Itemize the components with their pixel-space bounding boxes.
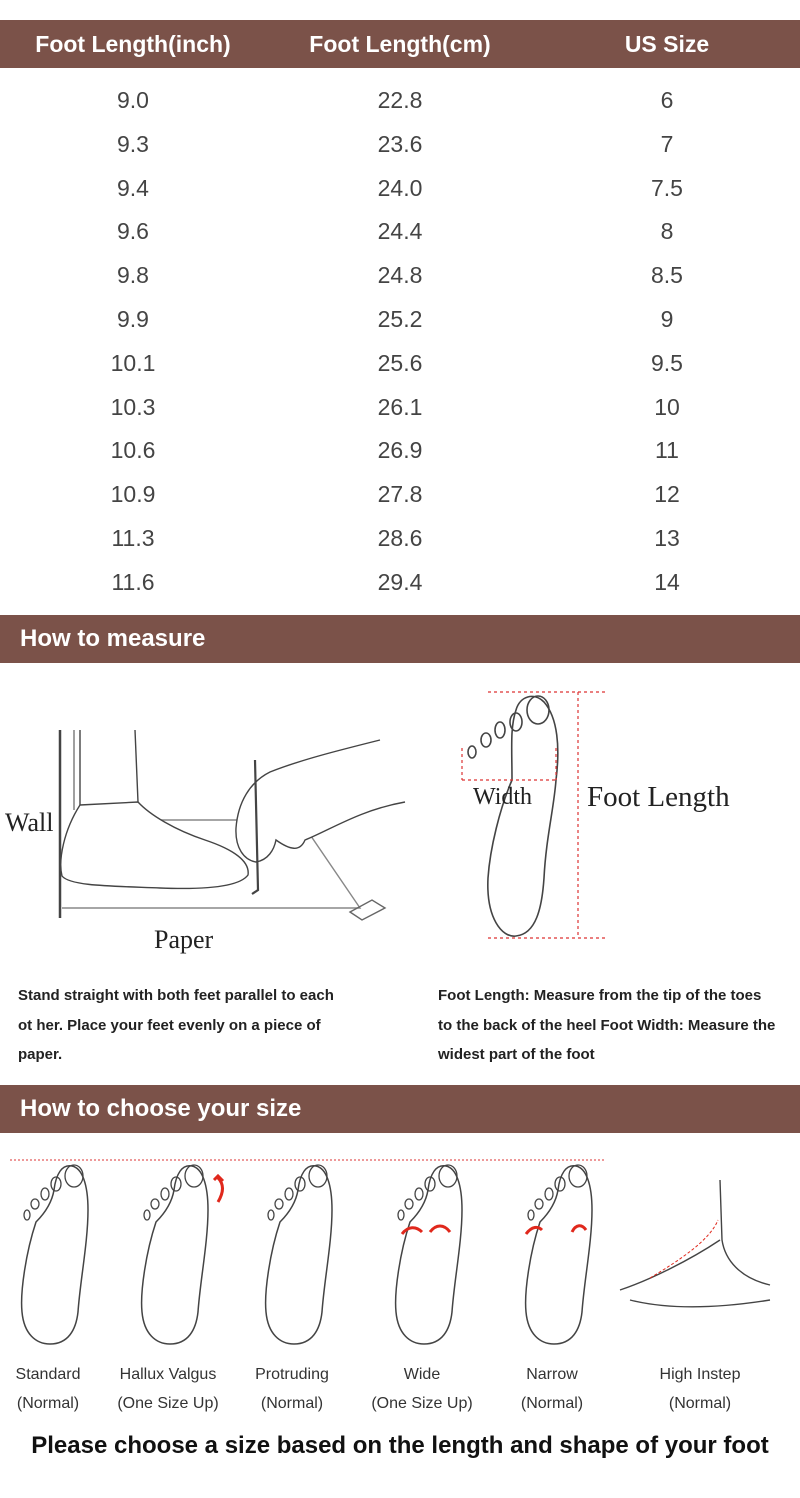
foot-length-inch-cell: 9.8 (117, 262, 149, 289)
measure-illustration (0, 690, 430, 950)
table-row (0, 429, 800, 473)
foot-length-cm-cell: 26.9 (377, 437, 423, 464)
us-size-cell: 14 (654, 568, 680, 595)
us-size-cell: 9.5 (651, 349, 683, 376)
foot-length-cm-cell: 25.6 (377, 349, 423, 376)
foot-shape-name: Standard (15, 1366, 81, 1383)
foot-shape-high-instep-icon (610, 1160, 790, 1350)
foot-shape-name: Narrow (526, 1366, 578, 1383)
foot-length-label: Foot Length (587, 781, 730, 813)
us-size-cell: 8 (660, 218, 674, 245)
foot-shape-label (630, 1360, 770, 1418)
foot-shape-name: Protruding (255, 1366, 329, 1383)
foot-length-cm-cell: 25.2 (377, 305, 423, 332)
foot-length-inch-cell: 9.6 (117, 218, 149, 245)
foot-length-cm-cell: 23.6 (377, 130, 423, 157)
foot-length-cm-cell: 24.8 (377, 262, 423, 289)
us-size-cell: 11 (655, 437, 679, 464)
us-size-cell: 7.5 (651, 174, 683, 201)
table-row (0, 298, 800, 342)
us-size-cell: 8.5 (651, 262, 683, 289)
size-table-body (0, 79, 800, 605)
table-row (0, 210, 800, 254)
us-size-cell: 13 (654, 524, 680, 551)
how-to-choose-heading: How to choose your size (0, 1085, 800, 1133)
foot-length-cm-cell: 22.8 (377, 87, 423, 113)
foot-shape-label (482, 1360, 622, 1418)
foot-length-inch-cell: 9.3 (117, 130, 149, 157)
table-row (0, 123, 800, 167)
foot-length-inch-cell: 10.3 (110, 393, 156, 420)
paper-label: Paper (154, 925, 214, 954)
foot-length-inch-cell: 10.1 (110, 349, 156, 376)
foot-shape-name: High Instep (659, 1366, 741, 1383)
foot-length-inch-cell: 9.4 (117, 174, 149, 201)
table-row (0, 167, 800, 211)
foot-length-cm-cell: 29.4 (377, 568, 423, 595)
size-advice-footer: Please choose a size based on the length and shape of your foot (31, 1432, 769, 1459)
wall-label: Wall (5, 808, 54, 837)
table-row (0, 79, 800, 123)
foot-length-inch-cell: 11.3 (111, 524, 155, 551)
measure-note-standing: Stand straight with both feet parallel to each ot her. Place your feet evenly on a piece of paper. (18, 987, 334, 1063)
foot-shape-wide-icon (372, 1160, 492, 1350)
us-size-cell: 10 (654, 393, 680, 420)
foot-outline-diagram (450, 688, 620, 946)
how-to-measure-heading: How to measure (0, 615, 800, 663)
header-foot-length-cm: Foot Length(cm) (309, 31, 491, 57)
table-row (0, 473, 800, 517)
us-size-cell: 12 (654, 481, 680, 508)
foot-length-cm-cell: 26.1 (377, 393, 423, 420)
foot-shape-label (222, 1360, 362, 1418)
table-row (0, 561, 800, 605)
foot-length-cm-cell: 24.4 (377, 218, 423, 245)
foot-length-cm-cell: 24.0 (377, 174, 423, 201)
foot-shape-narrow-icon (502, 1160, 622, 1350)
table-row (0, 254, 800, 298)
foot-length-inch-cell: 10.9 (110, 481, 156, 508)
foot-shape-advice: (Normal) (668, 1395, 732, 1412)
foot-length-inch-cell: 10.6 (110, 437, 156, 464)
foot-length-inch-cell: 9.0 (117, 87, 149, 113)
foot-length-inch-cell: 11.6 (111, 568, 155, 595)
header-foot-length-inch: Foot Length(inch) (35, 31, 231, 57)
foot-shape-advice: (Normal) (260, 1395, 324, 1412)
foot-length-inch-cell: 9.9 (117, 305, 149, 332)
foot-shape-advice: (One Size Up) (117, 1395, 219, 1412)
table-row (0, 342, 800, 386)
us-size-cell: 9 (660, 305, 674, 332)
foot-shape-label (352, 1360, 492, 1418)
table-row (0, 386, 800, 430)
table-row (0, 517, 800, 561)
foot-length-cm-cell: 27.8 (377, 481, 423, 508)
foot-shape-hallux-valgus-icon (118, 1160, 238, 1350)
foot-shape-name: Hallux Valgus (119, 1366, 217, 1383)
foot-shape-label (98, 1360, 238, 1418)
width-label: Width (473, 784, 533, 810)
us-size-cell: 6 (660, 87, 674, 113)
foot-shape-advice: (Normal) (520, 1395, 584, 1412)
measure-note-length-width: Foot Length: Measure from the tip of the toes to the back of the heel Foot Width: Measure the widest part of the foot (438, 987, 776, 1063)
foot-shape-advice: (One Size Up) (371, 1395, 473, 1412)
header-us-size: US Size (624, 31, 710, 57)
foot-shape-protruding-icon (242, 1160, 362, 1350)
foot-length-cm-cell: 28.6 (377, 524, 423, 551)
us-size-cell: 7 (660, 130, 674, 157)
foot-shape-name: Wide (403, 1366, 441, 1383)
size-table-header (0, 20, 800, 68)
foot-shape-advice: (Normal) (16, 1395, 80, 1412)
foot-shape-standard-icon (0, 1160, 118, 1350)
